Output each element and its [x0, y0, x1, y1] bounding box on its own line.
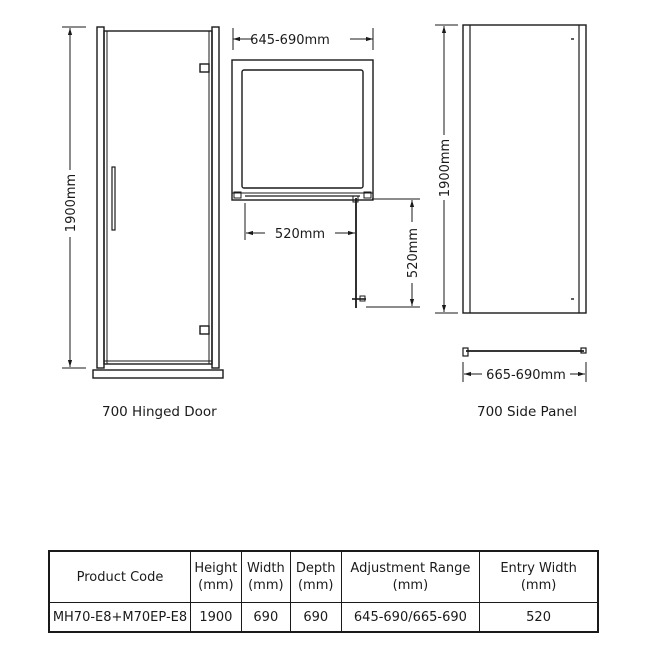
panel-width-label: 665-690mm — [486, 368, 566, 383]
cell-entry-width: 520 — [480, 603, 598, 633]
cell-adjustment-range: 645-690/665-690 — [341, 603, 479, 633]
plan-entry-label: 520mm — [274, 227, 326, 242]
header-unit: (mm) — [248, 578, 284, 593]
header-height — [190, 551, 241, 603]
header-text: Entry Width — [500, 561, 577, 576]
plan-view — [232, 28, 420, 308]
cell-product-code: MH70-E8+M70EP-E8 — [49, 603, 190, 633]
header-text: Depth — [295, 561, 336, 576]
header-unit: (mm) — [198, 578, 234, 593]
side-panel-elevation — [435, 25, 586, 382]
header-text: Height — [194, 561, 238, 576]
header-entry-width — [480, 551, 598, 603]
header-depth — [290, 551, 341, 603]
header-text: Adjustment Range — [350, 561, 471, 576]
specification-table — [48, 550, 599, 633]
table-header-row — [49, 551, 598, 603]
side-panel-caption: 700 Side Panel — [477, 404, 577, 420]
hinged-door-elevation — [62, 27, 223, 378]
header-adjustment-range — [341, 551, 479, 603]
header-product-code — [49, 551, 190, 603]
header-text: Product Code — [76, 569, 164, 585]
table-row — [49, 603, 598, 633]
cell-height: 1900 — [190, 603, 241, 633]
cell-depth: 690 — [290, 603, 341, 633]
plan-swing-label: 520mm — [406, 227, 421, 279]
panel-height-label: 1900mm — [438, 138, 453, 198]
cell-width: 690 — [241, 603, 290, 633]
header-text: Width — [246, 561, 285, 576]
plan-width-label: 645-690mm — [250, 33, 330, 48]
header-width — [241, 551, 290, 603]
door-height-label: 1900mm — [64, 173, 79, 233]
header-unit: (mm) — [297, 578, 334, 593]
header-unit: (mm) — [520, 578, 557, 593]
header-unit: (mm) — [392, 578, 429, 593]
hinged-door-caption: 700 Hinged Door — [102, 404, 217, 420]
